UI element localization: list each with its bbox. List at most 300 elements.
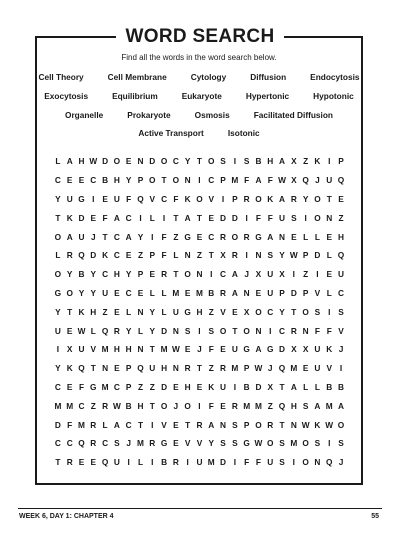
grid-letter: E (184, 344, 191, 355)
grid-letter: E (90, 212, 97, 223)
grid-letter: T (161, 175, 167, 186)
grid-letter: I (221, 193, 225, 204)
grid-letter: D (255, 381, 262, 392)
grid-letter: Z (267, 400, 273, 411)
word-bank-item: Endocytosis (310, 72, 360, 82)
grid-letter: U (267, 269, 274, 280)
grid-letter: E (232, 306, 238, 317)
grid-letter: R (196, 419, 203, 430)
grid-letter: P (243, 419, 250, 430)
grid-letter: Z (90, 400, 96, 411)
grid-letter: B (208, 287, 215, 298)
grid-letter: L (303, 231, 309, 242)
grid-letter: N (326, 212, 333, 223)
grid-letter: G (184, 231, 191, 242)
grid-letter: U (78, 231, 85, 242)
grid-letter: C (220, 269, 227, 280)
grid-letter: C (113, 381, 120, 392)
grid-letter: K (314, 156, 321, 167)
grid-letter: Y (137, 231, 144, 242)
grid-letter: O (172, 175, 180, 186)
grid-letter: E (78, 457, 85, 468)
grid-letter: D (290, 287, 297, 298)
grid-letter: U (196, 457, 203, 468)
grid-letter: O (184, 400, 191, 411)
grid-letter: U (113, 193, 120, 204)
grid-letter: S (314, 438, 321, 449)
grid-letter: Y (125, 175, 132, 186)
grid-letter: L (55, 156, 61, 167)
grid-letter: I (328, 156, 331, 167)
grid-letter: Z (149, 381, 155, 392)
grid-letter: F (267, 212, 273, 223)
grid-letter: O (149, 175, 156, 186)
footer-divider (18, 508, 382, 509)
grid-letter: O (255, 419, 262, 430)
grid-letter: U (172, 306, 179, 317)
grid-letter: E (114, 287, 120, 298)
grid-letter: D (231, 212, 238, 223)
grid-letter: O (314, 193, 321, 204)
grid-letter: N (290, 419, 297, 430)
grid-letter: Y (125, 325, 132, 336)
grid-letter: Z (303, 269, 309, 280)
grid-letter: L (137, 325, 144, 336)
grid-letter: E (78, 175, 85, 186)
grid-letter: N (302, 325, 309, 336)
grid-letter: M (254, 400, 262, 411)
grid-letter: R (243, 193, 250, 204)
grid-letter: P (302, 287, 309, 298)
grid-letter: O (160, 156, 168, 167)
grid-letter: Y (90, 269, 97, 280)
grid-letter: C (125, 287, 132, 298)
grid-letter: N (137, 306, 144, 317)
grid-letter: Z (208, 363, 214, 374)
title-wrap (0, 24, 400, 50)
grid-letter: M (243, 400, 251, 411)
grid-letter: S (291, 212, 297, 223)
letter-grid (52, 152, 347, 472)
grid-letter: N (184, 175, 191, 186)
grid-letter: Q (302, 175, 309, 186)
grid-letter: D (102, 156, 109, 167)
grid-letter: U (267, 287, 274, 298)
grid-letter: N (172, 363, 179, 374)
grid-letter: I (328, 306, 331, 317)
grid-letter: D (54, 419, 61, 430)
grid-letter: E (291, 231, 297, 242)
grid-letter: C (125, 212, 132, 223)
grid-letter: C (78, 400, 85, 411)
grid-letter: J (244, 269, 249, 280)
grid-letter: K (326, 344, 333, 355)
grid-letter: I (151, 457, 154, 468)
grid-letter: C (90, 175, 97, 186)
grid-letter: G (184, 306, 191, 317)
grid-row (52, 378, 347, 397)
instructions: Find all the words in the word search below. (121, 53, 277, 62)
grid-letter: H (184, 381, 191, 392)
grid-letter: E (196, 231, 203, 242)
grid-letter: Q (337, 250, 345, 261)
grid-letter: N (172, 325, 179, 336)
grid-letter: Q (278, 400, 286, 411)
grid-letter: L (90, 325, 96, 336)
grid-letter: X (243, 306, 250, 317)
grid-letter: D (161, 381, 168, 392)
grid-letter: J (267, 363, 273, 374)
grid-letter: E (302, 363, 309, 374)
grid-letter: Q (101, 457, 109, 468)
word-bank-item: Exocytosis (44, 91, 89, 101)
grid-letter: P (137, 175, 144, 186)
grid-letter: S (184, 325, 191, 336)
grid-letter: D (161, 325, 168, 336)
word-bank-item: Osmosis (194, 110, 230, 120)
grid-letter: X (255, 269, 262, 280)
grid-letter: V (184, 438, 191, 449)
grid-letter: Y (78, 287, 85, 298)
grid-letter: R (161, 269, 168, 280)
word-bank-row (35, 110, 363, 120)
grid-letter: B (161, 457, 168, 468)
grid-letter: M (137, 438, 144, 449)
grid-letter: F (255, 457, 261, 468)
grid-letter: I (56, 344, 60, 355)
grid-letter: S (114, 438, 120, 449)
grid-letter: Z (208, 306, 214, 317)
grid-row (52, 321, 347, 340)
grid-letter: S (302, 400, 309, 411)
grid-letter: X (267, 381, 274, 392)
grid-letter: C (125, 419, 132, 430)
grid-letter: G (255, 231, 262, 242)
grid-letter: T (149, 400, 155, 411)
grid-letter: F (244, 175, 250, 186)
grid-letter: O (243, 325, 250, 336)
grid-letter: O (184, 269, 191, 280)
grid-letter: C (267, 306, 274, 317)
grid-letter: R (66, 457, 73, 468)
grid-letter: E (338, 193, 344, 204)
grid-letter: A (267, 231, 274, 242)
grid-letter: W (89, 156, 98, 167)
grid-letter: E (90, 457, 97, 468)
grid-letter: Q (137, 363, 144, 374)
grid-letter: Q (78, 250, 85, 261)
grid-letter: C (66, 438, 73, 449)
grid-letter: H (113, 344, 120, 355)
grid-letter: Q (337, 175, 345, 186)
grid-letter: V (208, 193, 215, 204)
grid-letter: B (243, 381, 250, 392)
grid-letter: H (267, 156, 274, 167)
grid-letter: U (102, 287, 109, 298)
grid-letter: R (290, 325, 297, 336)
grid-letter: S (220, 438, 226, 449)
grid-letter: Y (55, 193, 61, 204)
grid-letter: K (208, 381, 215, 392)
grid-letter: F (67, 419, 73, 430)
grid-letter: X (66, 344, 73, 355)
grid-letter: C (208, 175, 215, 186)
grid-letter: N (220, 419, 227, 430)
grid-letter: I (139, 212, 142, 223)
grid-letter: Q (101, 325, 109, 336)
word-bank-item: Cell Membrane (107, 72, 167, 82)
grid-letter: S (208, 325, 215, 336)
grid-letter: V (314, 287, 321, 298)
grid-letter: Y (55, 363, 61, 374)
grid-letter: T (291, 306, 297, 317)
grid-letter: A (314, 400, 321, 411)
grid-letter: S (243, 156, 250, 167)
grid-letter: M (54, 400, 62, 411)
grid-letter: E (137, 287, 144, 298)
grid-letter: Q (325, 457, 333, 468)
grid-letter: A (66, 156, 73, 167)
grid-letter: F (267, 175, 273, 186)
grid-letter: A (125, 231, 132, 242)
grid-letter: N (279, 231, 286, 242)
page-number: 55 (371, 513, 379, 520)
grid-letter: C (102, 269, 109, 280)
grid-letter: M (325, 400, 333, 411)
grid-letter: W (171, 344, 180, 355)
grid-letter: O (302, 438, 309, 449)
grid-letter: N (184, 250, 191, 261)
grid-letter: L (137, 457, 144, 468)
grid-letter: F (314, 325, 320, 336)
grid-letter: M (160, 344, 168, 355)
word-bank-item: Facilitated Diffusion (253, 110, 333, 120)
grid-letter: U (78, 344, 85, 355)
grid-letter: O (302, 457, 309, 468)
word-bank-item: Isotonic (227, 128, 260, 138)
grid-letter: G (243, 344, 250, 355)
grid-letter: C (54, 438, 61, 449)
grid-letter: T (232, 325, 238, 336)
grid-letter: I (151, 231, 154, 242)
grid-letter: A (113, 419, 120, 430)
grid-letter: W (77, 325, 86, 336)
grid-letter: F (78, 381, 85, 392)
grid-letter: C (172, 156, 179, 167)
grid-letter: G (54, 287, 62, 298)
grid-letter: F (208, 344, 214, 355)
word-bank-item: Organelle (65, 110, 104, 120)
grid-letter: A (338, 400, 345, 411)
grid-letter: M (231, 363, 239, 374)
grid-letter: S (220, 156, 226, 167)
grid-letter: C (113, 250, 120, 261)
grid-letter: P (125, 381, 132, 392)
grid-letter: Q (78, 363, 85, 374)
grid-letter: J (197, 344, 202, 355)
grid-letter: P (125, 363, 132, 374)
grid-letter: L (161, 287, 167, 298)
word-bank-item: Cell Theory (38, 72, 84, 82)
grid-letter: I (127, 457, 130, 468)
grid-letter: B (326, 381, 333, 392)
grid-letter: H (113, 269, 120, 280)
grid-letter: P (338, 156, 344, 167)
grid-letter: B (338, 381, 345, 392)
grid-row (52, 396, 347, 415)
grid-letter: Y (302, 193, 309, 204)
grid-letter: E (173, 381, 179, 392)
grid-letter: I (245, 250, 248, 261)
grid-letter: E (184, 287, 191, 298)
grid-letter: Y (184, 156, 191, 167)
grid-letter: J (315, 175, 320, 186)
grid-letter: L (126, 306, 132, 317)
grid-row (52, 453, 347, 472)
grid-letter: B (255, 156, 262, 167)
grid-letter: A (231, 287, 238, 298)
grid-letter: W (254, 438, 263, 449)
grid-letter: M (66, 400, 74, 411)
grid-row (52, 265, 347, 284)
grid-letter: A (279, 156, 286, 167)
grid-letter: V (326, 363, 332, 374)
grid-letter: T (326, 193, 332, 204)
grid-letter: C (161, 193, 168, 204)
grid-letter: O (54, 269, 62, 280)
grid-letter: S (232, 419, 238, 430)
grid-letter: I (245, 212, 248, 223)
grid-letter: D (279, 344, 286, 355)
grid-letter: I (92, 193, 95, 204)
grid-letter: R (231, 250, 238, 261)
grid-letter: M (78, 419, 85, 430)
grid-letter: E (208, 212, 215, 223)
grid-letter: T (55, 457, 61, 468)
grid-letter: F (102, 212, 108, 223)
grid-letter: I (233, 457, 236, 468)
grid-letter: R (243, 231, 250, 242)
grid-letter: K (314, 419, 321, 430)
grid-letter: E (149, 269, 156, 280)
grid-letter: I (316, 269, 319, 280)
grid-letter: L (102, 419, 108, 430)
grid-letter: R (184, 363, 191, 374)
grid-letter: D (220, 457, 227, 468)
grid-letter: S (338, 306, 344, 317)
grid-letter: D (314, 250, 321, 261)
grid-letter: V (338, 325, 344, 336)
grid-row (52, 227, 347, 246)
grid-letter: D (220, 212, 227, 223)
grid-letter: F (173, 193, 179, 204)
grid-row (52, 246, 347, 265)
grid-letter: L (314, 381, 320, 392)
grid-letter: M (101, 381, 109, 392)
grid-letter: O (267, 438, 274, 449)
grid-letter: B (78, 269, 85, 280)
grid-letter: H (196, 306, 203, 317)
grid-letter: U (231, 344, 238, 355)
grid-letter: I (339, 363, 343, 374)
grid-letter: L (55, 250, 61, 261)
grid-letter: O (337, 419, 345, 430)
grid-letter: T (208, 250, 214, 261)
page-title: WORD SEARCH (116, 26, 285, 48)
grid-letter: R (220, 363, 227, 374)
grid-letter: S (232, 438, 238, 449)
grid-letter: U (54, 325, 61, 336)
grid-row (52, 208, 347, 227)
grid-letter: U (113, 457, 120, 468)
grid-letter: T (67, 306, 73, 317)
grid-letter: C (54, 381, 61, 392)
grid-letter: F (255, 212, 261, 223)
grid-letter: H (90, 306, 97, 317)
grid-letter: C (113, 231, 120, 242)
grid-letter: Y (90, 287, 97, 298)
grid-letter: E (114, 306, 120, 317)
grid-letter: I (198, 325, 201, 336)
grid-letter: N (255, 250, 262, 261)
grid-letter: C (54, 175, 61, 186)
grid-letter: N (137, 344, 144, 355)
word-bank-row (35, 72, 363, 82)
grid-letter: I (269, 325, 272, 336)
word-bank-item: Hypotonic (313, 91, 354, 101)
grid-letter: Z (303, 156, 309, 167)
grid-letter: E (326, 269, 332, 280)
grid-letter: M (101, 344, 109, 355)
grid-letter: Q (137, 193, 144, 204)
grid-letter: M (172, 287, 180, 298)
grid-letter: G (160, 438, 168, 449)
grid-letter: L (149, 212, 155, 223)
grid-letter: R (267, 419, 274, 430)
grid-letter: T (196, 363, 202, 374)
grid-letter: N (137, 156, 144, 167)
grid-letter: O (66, 287, 73, 298)
grid-letter: X (291, 175, 297, 186)
grid-letter: Z (173, 231, 179, 242)
grid-letter: X (279, 269, 285, 280)
footer-chapter-label: WEEK 6, DAY 1: CHAPTER 4 (19, 513, 114, 520)
grid-letter: U (338, 269, 345, 280)
grid-letter: O (314, 212, 321, 223)
grid-letter: O (208, 156, 215, 167)
grid-letter: Y (66, 269, 73, 280)
grid-letter: S (267, 250, 274, 261)
grid-letter: V (161, 419, 167, 430)
grid-letter: G (78, 193, 85, 204)
grid-letter: T (173, 212, 179, 223)
grid-letter: H (338, 231, 345, 242)
grid-letter: R (90, 438, 97, 449)
grid-letter: Y (279, 250, 285, 261)
grid-letter: L (326, 287, 332, 298)
grid-letter: N (102, 363, 109, 374)
grid-row (52, 152, 347, 171)
grid-letter: M (207, 457, 215, 468)
grid-letter: T (102, 231, 108, 242)
grid-letter: P (279, 287, 285, 298)
grid-letter: E (102, 193, 108, 204)
grid-letter: T (196, 156, 202, 167)
grid-letter: W (254, 363, 263, 374)
grid-letter: Y (125, 269, 132, 280)
grid-letter: E (66, 381, 73, 392)
grid-letter: E (66, 325, 73, 336)
